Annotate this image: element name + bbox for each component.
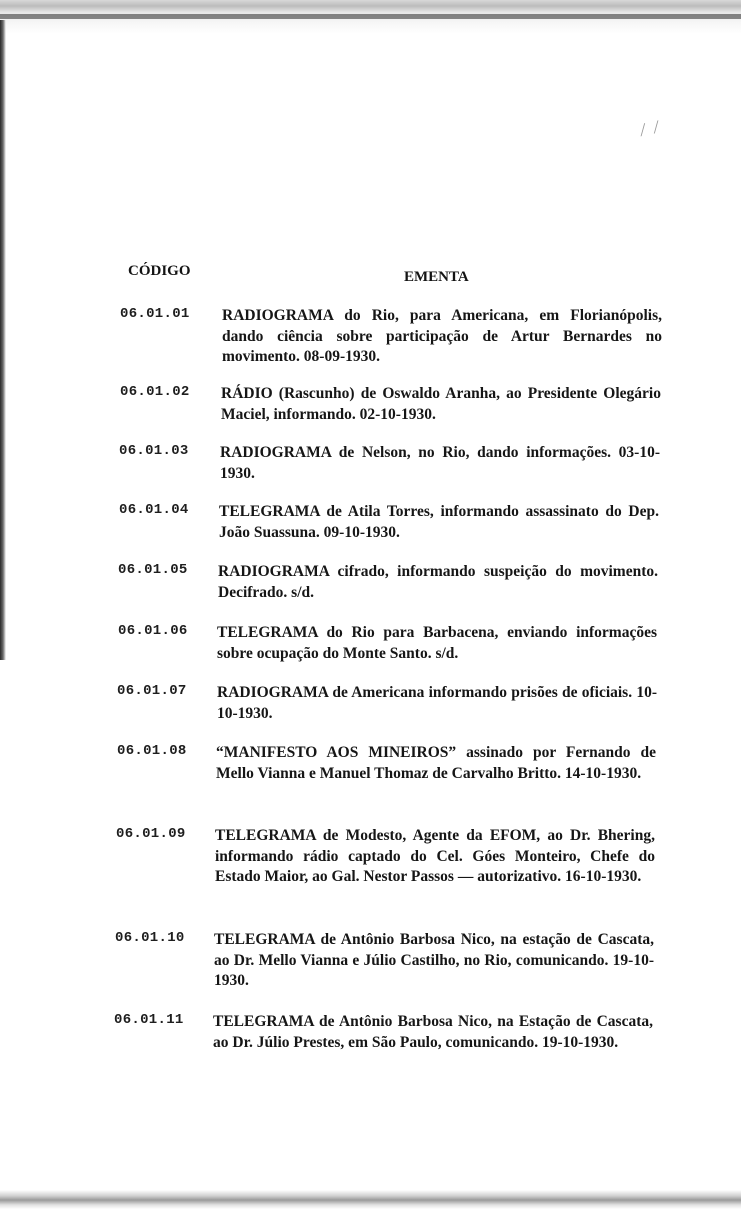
entry-code: 06.01.10 [115, 930, 185, 946]
entry-text: RÁDIO (Rascunho) de Oswaldo Aranha, ao Presidente Olegário Maciel, informando. 02-10-1930. [221, 385, 661, 423]
entry-code: 06.01.07 [117, 683, 187, 699]
entry-text: RADIOGRAMA de Nelson, no Rio, dando informações. 03-10-1930. [220, 444, 660, 482]
entry-code: 06.01.05 [118, 562, 188, 578]
entry-text: TELEGRAMA de Atila Torres, informando assassinato do Dep. João Suassuna. 09-10-1930. [219, 503, 659, 541]
entry-code: 06.01.11 [114, 1012, 184, 1028]
entry-text: TELEGRAMA de Antônio Barbosa Nico, na Estação de Cascata, ao Dr. Júlio Prestes, em São Paulo, comunicando. 19-10-1930. [213, 1013, 653, 1051]
entry-text: RADIOGRAMA cifrado, informando suspeição do movimento. Decifrado. s/d. [218, 563, 658, 601]
entry-code: 06.01.06 [118, 623, 188, 639]
entry-code: 06.01.03 [119, 443, 189, 459]
entry-text: RADIOGRAMA de Americana informando prisões de oficiais. 10-10-1930. [217, 684, 657, 722]
code-column-header: CÓDIGO [128, 263, 191, 279]
ementa-column-header: EMENTA [404, 269, 469, 285]
entry-text: RADIOGRAMA do Rio, para Americana, em Florianópolis, dando ciência sobre participação de Artur Bernardes no movimento. 08-09-1930. [222, 307, 662, 365]
entry-text: TELEGRAMA do Rio para Barbacena, enviando informações sobre ocupação do Monte Santo. s/d. [217, 624, 657, 662]
entry-code: 06.01.02 [120, 384, 190, 400]
entry-text: TELEGRAMA de Modesto, Agente da EFOM, ao Dr. Bhering, informando rádio captado do Cel. Góes Monteiro, Chefe do Estado Maior, ao Gal. Nestor Passos — autorizativo. 16-10-1930. [215, 827, 655, 885]
entry-code: 06.01.08 [117, 743, 187, 759]
entry-text: “MANIFESTO AOS MINEIROS” assinado por Fernando de Mello Vianna e Manuel Thomaz de Carvalho Britto. 14-10-1930. [216, 744, 656, 782]
page-number-mark: / / [638, 116, 663, 140]
entry-code: 06.01.04 [119, 502, 189, 518]
entry-text: TELEGRAMA de Antônio Barbosa Nico, na estação de Cascata, ao Dr. Mello Vianna e Júlio Castilho, no Rio, comunicando. 19-10-1930. [214, 931, 654, 989]
entry-code: 06.01.09 [116, 826, 186, 842]
entry-code: 06.01.01 [120, 306, 190, 322]
